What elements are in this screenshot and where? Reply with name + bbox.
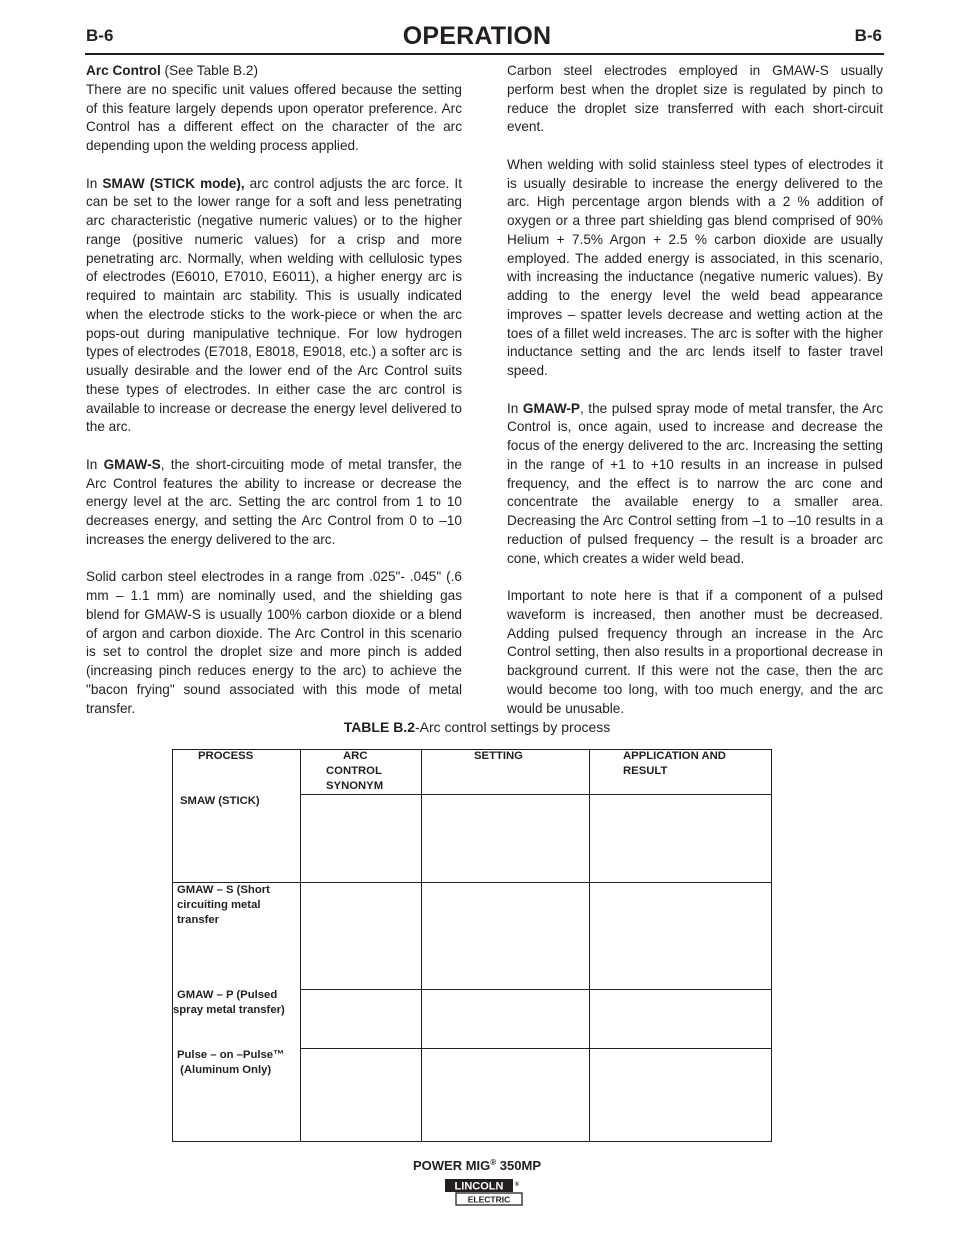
stainless-paragraph: When welding with solid stainless steel types of electrodes it is usually desirable to increase the energy delivered to the arc. High percentage argon blends with a 2 % addition of oxygen or a three part shielding gas blend comprised of 90% Helium + 7.5% Argon + 2.5 % carbon dioxide are usually employed. The added energy is associated, in this scenario, with increasing the inductance (negative numeric values). By adding to the energy level the weld bead appearance improves – spatter levels decrease and wetting action at the toes of a fillet weld increases. The arc is softer with the higher inductance setting and the arc lends itself to faster travel speed. bbox=[507, 156, 883, 378]
header-synonym-line: CONTROL bbox=[326, 765, 382, 777]
row-label-gmaw-p bbox=[172, 988, 300, 1018]
pulsed-waveform-paragraph: Important to note here is that if a component of a pulsed waveform is increased, then another must be decreased. Adding pulsed frequency through an increase in the Arc Control setting, then also results in a proportional decrease in background current. If this were not the case, then the arc would become too long, with too much energy, and the arc would be unusable. bbox=[507, 588, 883, 716]
header-application-line: APPLICATION AND bbox=[623, 750, 726, 762]
model-name-suffix: 350MP bbox=[496, 1158, 541, 1173]
row-label-line: transfer bbox=[177, 914, 220, 926]
right-column bbox=[507, 62, 883, 737]
carbon-steel-paragraph: Solid carbon steel electrodes in a range from .025"- .045" (.6 mm – 1.1 mm) are nominally used, and the shielding gas blend for GMAW-S is usually 100% carbon dioxide or a blend of argon and carbon dioxide. The Arc Control in this scenario is set to control the droplet size and more pinch is added (increasing pinch reduces energy to the arc) to achieve the "bacon frying" sound associated with this mode of metal transfer. bbox=[86, 569, 462, 716]
arc-control-intro bbox=[86, 62, 462, 156]
gmawp-text: , the pulsed spray mode of metal transfer, the Arc Control is, once again, used to increase and decrease the focus of the energy delivered to the arc. Increasing the setting in the range of +1 to +10 results in an increase in pulsed frequency, and the effect is to narrow the arc cone and concentrate the available energy to a smaller area. Decreasing the Arc Control setting from –1 to –10 results in a reduction of pulsed frequency – the result is a broader arc cone, which creates a wider weld bead. bbox=[507, 400, 883, 566]
gmaws-lead: In bbox=[86, 456, 104, 472]
header-rule bbox=[85, 53, 884, 55]
row-label-pulse-on-pulse bbox=[177, 1048, 284, 1078]
table-row-divider bbox=[300, 794, 772, 795]
row-label-line: (Aluminum Only) bbox=[177, 1064, 272, 1076]
smaw-text: arc control adjusts the arc force. It can be set to the lower range for a soft and less penetrating arc characteristic (negative numeric values) or to the higher range (positive numeric values) for a crisp and more penetrating arc. Normally, when welding with cellulosic types of electrodes (E6010, E7010, E6011), a higher energy arc is required to maintain arc stability. This is usually indicated when the electrode sticks to the work-piece or when the arc pops-out during manipulative technique. For low hydrogen types of electrodes (E7018, E8018, E9018, etc.) a softer arc is usually desirable and the lower end of the Arc Control suits these types of electrodes. In either case the arc control is available to increase or decrease the energy level delivered to the arc. bbox=[86, 175, 462, 435]
carbon-steel-performance-paragraph: Carbon steel electrodes employed in GMAW-S usually perform best when the droplet size is regulated by pinch to reduce the droplet size transferred with each short-circuit event. bbox=[507, 63, 883, 135]
gmawp-term: GMAW-P bbox=[522, 400, 580, 416]
table-caption bbox=[0, 719, 954, 735]
header-synonym-line: SYNONYM bbox=[326, 780, 384, 792]
header-synonym-line: ARC bbox=[343, 750, 368, 762]
gmawp-lead: In bbox=[507, 400, 523, 416]
table-row-divider bbox=[300, 1048, 772, 1049]
row-label-line: GMAW – P (Pulsed bbox=[177, 989, 278, 1001]
footer-model-name bbox=[0, 1158, 954, 1173]
smaw-term: SMAW (STICK mode), bbox=[102, 175, 245, 191]
gmawp-paragraph bbox=[507, 400, 883, 569]
logo-text-top: LINCOLN bbox=[454, 1180, 504, 1193]
model-name-prefix: POWER MIG bbox=[413, 1158, 491, 1173]
table-caption-text: -Arc control settings by process bbox=[415, 719, 611, 735]
smaw-lead: In bbox=[86, 175, 103, 191]
row-label-line: circuiting metal bbox=[177, 899, 261, 911]
page-number-right: B-6 bbox=[854, 26, 882, 45]
row-label-line: Pulse – on –Pulse™ bbox=[177, 1049, 285, 1061]
logo-text-bottom: ELECTRIC bbox=[467, 1194, 511, 1205]
registered-mark: ® bbox=[490, 1158, 497, 1167]
row-label-gmaw-s bbox=[177, 883, 270, 928]
smaw-paragraph bbox=[86, 175, 462, 438]
gmaws-paragraph bbox=[86, 456, 462, 550]
table-border-right bbox=[771, 749, 772, 1142]
header-setting: SETTING bbox=[474, 750, 523, 762]
arc-control-heading-note: (See Table B.2) bbox=[160, 63, 258, 78]
table-row-divider bbox=[300, 989, 772, 990]
header-application-line: RESULT bbox=[623, 765, 668, 777]
table-column-divider bbox=[421, 749, 422, 1142]
left-column bbox=[86, 62, 462, 737]
logo-registered-mark: ® bbox=[514, 1182, 520, 1188]
gmaws-term: GMAW-S bbox=[103, 456, 161, 472]
arc-control-heading: Arc Control bbox=[86, 63, 161, 78]
header-process: PROCESS bbox=[198, 750, 254, 762]
arc-control-table bbox=[172, 749, 772, 1142]
row-label-smaw: SMAW (STICK) bbox=[180, 795, 260, 807]
page-title: OPERATION bbox=[402, 22, 552, 50]
table-border-bottom bbox=[172, 1141, 772, 1142]
table-border-left bbox=[172, 749, 173, 1142]
header-application-result bbox=[623, 749, 726, 779]
page-number-left: B-6 bbox=[86, 26, 114, 45]
table-caption-label: TABLE B.2 bbox=[343, 719, 415, 735]
table-column-divider bbox=[589, 749, 590, 1142]
lincoln-electric-logo-icon bbox=[444, 1177, 524, 1207]
row-label-line: GMAW – S (Short bbox=[177, 884, 270, 896]
gmaws-text: , the short-circuiting mode of metal transfer, the Arc Control features the ability to increase or decrease the energy level at the arc. Setting the arc control from 1 to 10 decreases energy, and setting the Arc Control from 0 to –10 increases the energy delivered to the arc. bbox=[86, 456, 462, 547]
table-column-divider bbox=[300, 749, 301, 1142]
header-arc-control-synonym bbox=[326, 749, 396, 794]
row-label-line: spray metal transfer) bbox=[173, 1004, 285, 1016]
arc-control-intro-text: There are no specific unit values offered because the setting of this feature largely depends upon operator preference. Arc Control has a different effect on the character of the arc depending upon the welding process applied. bbox=[86, 81, 462, 153]
